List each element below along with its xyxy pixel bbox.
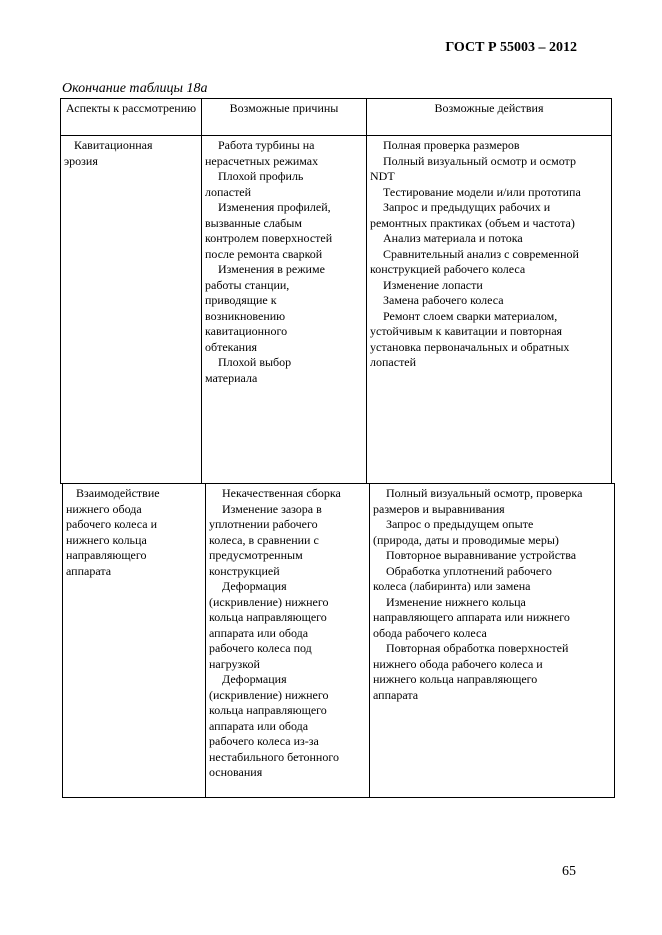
cause-line: Изменения в режиме bbox=[218, 262, 325, 276]
aspect-line: нижнего кольца bbox=[66, 532, 147, 547]
cause-line: кольца направляющего bbox=[209, 703, 327, 717]
cause-line: материала bbox=[205, 370, 258, 385]
aspect-line: Взаимодействие bbox=[76, 486, 160, 500]
action-line: установка первоначальных и обратных bbox=[370, 339, 570, 354]
cause-line: Деформация bbox=[222, 672, 287, 686]
cause-line: после ремонта сваркой bbox=[205, 246, 323, 261]
cause-line: приводящие к bbox=[205, 293, 277, 307]
aspect-cell bbox=[61, 136, 202, 484]
causes-cell bbox=[202, 136, 367, 484]
aspect-line: Кавитационная bbox=[74, 138, 153, 152]
action-line: NDT bbox=[370, 169, 395, 183]
action-line: устойчивым к кавитации и повторная bbox=[370, 324, 563, 338]
table-header-row bbox=[61, 99, 612, 136]
action-line: Запрос о предыдущем опыте bbox=[386, 517, 534, 531]
cause-line: аппарата или обода bbox=[209, 718, 309, 733]
cause-line: лопастей bbox=[205, 184, 252, 199]
action-line: ремонтных практиках (объем и частота) bbox=[370, 215, 575, 230]
aspect-line: рабочего колеса и bbox=[66, 517, 158, 531]
cause-line: предусмотренным bbox=[209, 548, 303, 562]
column-header-causes: Возможные причины bbox=[202, 99, 367, 136]
cause-line: контролем поверхностей bbox=[205, 231, 333, 245]
action-line: направляющего аппарата или нижнего bbox=[373, 610, 570, 624]
cause-line: Работа турбины на bbox=[218, 138, 315, 152]
cause-line: рабочего колеса под bbox=[209, 641, 312, 655]
column-header-aspects: Аспекты к рассмотрению bbox=[61, 99, 202, 136]
action-line: Анализ материала и потока bbox=[383, 231, 523, 245]
cause-line: (искривление) нижнего bbox=[209, 687, 329, 702]
action-line: (природа, даты и проводимые меры) bbox=[373, 532, 559, 547]
action-line: Изменение лопасти bbox=[383, 277, 483, 292]
aspect-line: направляющего bbox=[66, 548, 147, 562]
action-line: колеса (лабиринта) или замена bbox=[373, 579, 531, 593]
cause-line: работы станции, bbox=[205, 277, 290, 292]
aspect-cell bbox=[63, 484, 206, 798]
table-row bbox=[63, 484, 615, 798]
document-header: ГОСТ Р 55003 – 2012 bbox=[445, 40, 577, 55]
cause-line: колеса, в сравнении с bbox=[209, 532, 319, 547]
column-header-actions: Возможные действия bbox=[367, 99, 612, 136]
action-line: Запрос и предыдущих рабочих и bbox=[383, 200, 551, 214]
action-line: Повторная обработка поверхностей bbox=[386, 641, 569, 655]
cause-line: Деформация bbox=[222, 579, 287, 593]
action-line: Ремонт слоем сварки материалом, bbox=[383, 308, 558, 323]
action-line: Повторное выравнивание устройства bbox=[386, 548, 577, 562]
cause-line: основания bbox=[209, 765, 263, 779]
page-number: 65 bbox=[562, 864, 576, 879]
action-line: аппарата bbox=[373, 687, 419, 702]
action-line: обода рабочего колеса bbox=[373, 625, 487, 640]
cause-line: Плохой профиль bbox=[218, 169, 304, 183]
action-line: Полный визуальный осмотр и осмотр bbox=[383, 153, 576, 168]
action-line: Сравнительный анализ с современной bbox=[383, 246, 579, 261]
aspect-line: аппарата bbox=[66, 563, 112, 578]
table-part-1 bbox=[60, 98, 612, 484]
aspect-line: нижнего обода bbox=[66, 501, 142, 516]
cause-line: кольца направляющего bbox=[209, 610, 327, 624]
cause-line: Изменение зазора в bbox=[222, 501, 322, 516]
cause-line: Плохой выбор bbox=[218, 355, 292, 369]
action-line: размеров и выравнивания bbox=[373, 501, 505, 516]
actions-cell bbox=[370, 484, 615, 798]
action-line: конструкцией рабочего колеса bbox=[370, 262, 526, 276]
causes-cell bbox=[206, 484, 370, 798]
action-line: Изменение нижнего кольца bbox=[386, 594, 526, 609]
cause-line: Некачественная сборка bbox=[222, 486, 341, 500]
cause-line: вызванные слабым bbox=[205, 215, 302, 230]
action-line: Замена рабочего колеса bbox=[383, 293, 504, 307]
cause-line: нерасчетных режимах bbox=[205, 153, 319, 168]
cause-line: (искривление) нижнего bbox=[209, 594, 329, 609]
cause-line: обтекания bbox=[205, 339, 258, 354]
table-row bbox=[61, 136, 612, 484]
cause-line: нагрузкой bbox=[209, 656, 260, 671]
aspect-line: эрозия bbox=[64, 153, 98, 168]
action-line: лопастей bbox=[370, 355, 417, 369]
cause-line: уплотнении рабочего bbox=[209, 517, 318, 531]
action-line: нижнего кольца направляющего bbox=[373, 672, 538, 686]
action-line: нижнего обода рабочего колеса и bbox=[373, 656, 543, 671]
table-part-2 bbox=[62, 483, 615, 798]
action-line: Полный визуальный осмотр, проверка bbox=[386, 486, 583, 500]
cause-line: рабочего колеса из-за bbox=[209, 734, 319, 748]
action-line: Обработка уплотнений рабочего bbox=[386, 563, 552, 578]
action-line: Полная проверка размеров bbox=[383, 138, 520, 152]
cause-line: Изменения профилей, bbox=[218, 200, 331, 214]
cause-line: возникновению bbox=[205, 308, 286, 323]
cause-line: нестабильного бетонного bbox=[209, 749, 339, 764]
table-caption: Окончание таблицы 18а bbox=[62, 81, 208, 96]
cause-line: кавитационного bbox=[205, 324, 288, 338]
action-line: Тестирование модели и/или прототипа bbox=[383, 184, 581, 199]
cause-line: конструкцией bbox=[209, 563, 280, 578]
actions-cell bbox=[367, 136, 612, 484]
cause-line: аппарата или обода bbox=[209, 625, 309, 640]
